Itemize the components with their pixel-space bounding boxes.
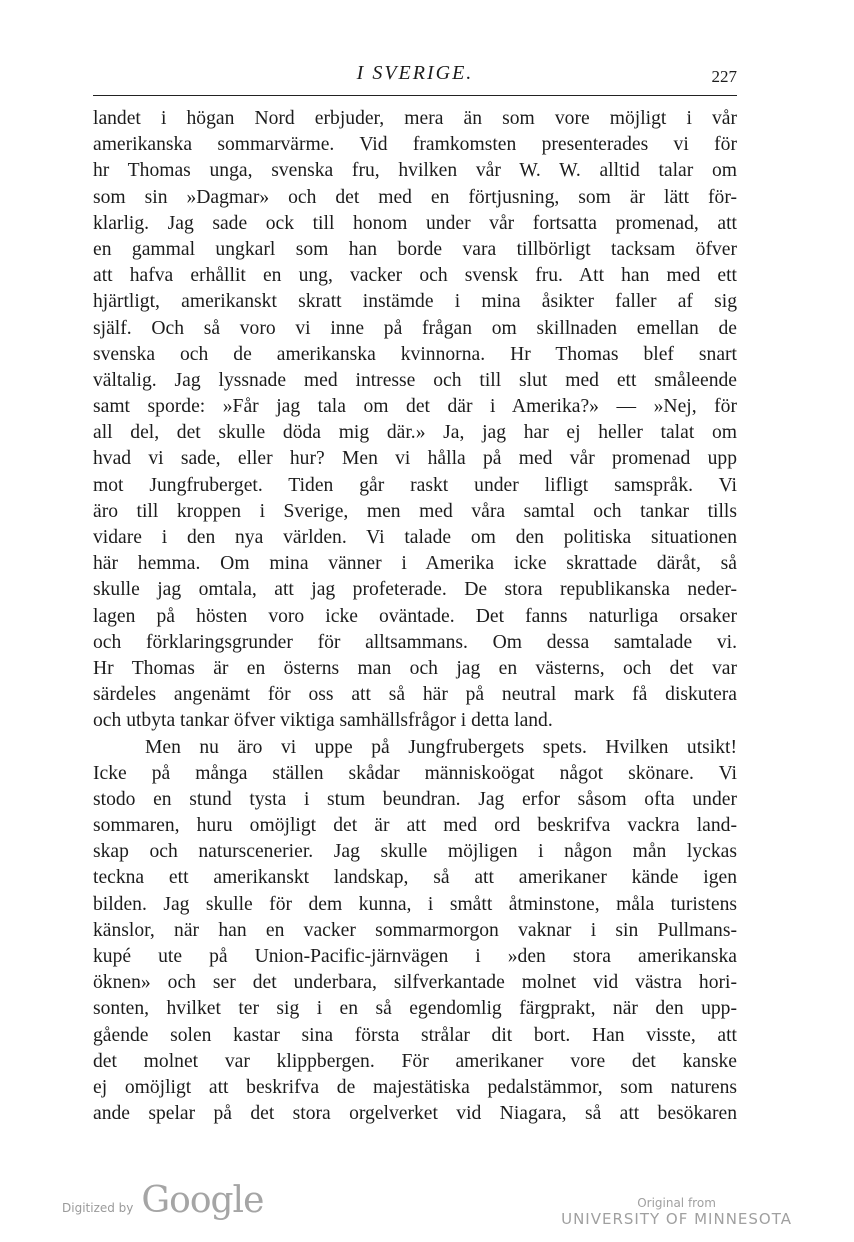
page-number: 227: [711, 67, 737, 86]
text-line: äro till kroppen i Sverige, men med våra samtal och tankar tills: [93, 500, 737, 522]
text-line: Icke på många ställen skådar människoögat något skönare. Vi: [93, 762, 737, 784]
text-line: hjärtligt, amerikanskt skratt instämde i mina åsikter faller af sig: [93, 291, 737, 313]
text-line: vidare i den nya världen. Vi talade om den politiska situationen: [93, 527, 737, 548]
text-line: bilden. Jag skulle för dem kunna, i smått åtminstone, måla turistens: [93, 893, 737, 915]
text-line: mot Jungfruberget. Tiden går raskt under lifligt samspråk. Vi: [93, 474, 737, 496]
text-line: kupé ute på Union-Pacific-järnvägen i »den stora amerikanska: [93, 946, 737, 967]
original-from-text: Original from: [637, 1196, 716, 1210]
text-line: särdeles angenämt för oss att så här på neutral mark få diskutera: [93, 684, 737, 706]
text-line: skap och naturscenerier. Jag skulle möjligen i någon mån lyckas: [93, 841, 737, 863]
text-line: stodo en stund tysta i stum beundran. Jag erfor såsom ofta under: [93, 788, 737, 810]
text-line: känslor, när han en vacker sommarmorgon vaknar i sin Pullmans-: [93, 919, 737, 941]
text-line: Men nu äro vi uppe på Jungfrubergets spets. Hvilken utsikt!: [145, 736, 737, 758]
text-line: en gammal ungkarl som han borde vara tillbörligt tacksam öfver: [93, 238, 737, 260]
digitized-by-text: Digitized by: [62, 1201, 134, 1215]
text-line: vältalig. Jag lyssnade med intresse och till slut med ett småleende: [93, 369, 737, 391]
text-line: lagen på hösten voro icke oväntade. Det fanns naturliga orsaker: [93, 605, 737, 627]
text-line: samt sporde: »Får jag tala om det där i Amerika?» — »Nej, för: [93, 396, 737, 418]
text-line: det molnet var klippbergen. För amerikaner vore det kanske: [93, 1050, 737, 1072]
text-line: klarlig. Jag sade ock till honom under vår fortsatta promenad, att: [93, 212, 737, 234]
text-line: amerikanska sommarvärme. Vid framkomsten presenterades vi för: [93, 134, 737, 156]
text-line: sommaren, huru omöjligt det är att med ord beskrifva vackra land-: [93, 815, 737, 837]
text-line: själf. Och så voro vi inne på frågan om skillnaden emellan de: [93, 317, 737, 339]
text-line: ande spelar på det stora orgelverket vid Niagara, så att besökaren: [93, 1103, 737, 1125]
text-line: att hafva erhållit en ung, vacker och svensk fru. Att han med ett: [93, 265, 737, 287]
text-line: hvad vi sade, eller hur? Men vi hålla på med vår promenad upp: [93, 448, 737, 470]
text-line: som sin »Dagmar» och det med en förtjusning, som är lätt för-: [93, 186, 737, 208]
page-header: [93, 62, 737, 94]
text-line: landet i högan Nord erbjuder, mera än som vore möjligt i vår: [93, 108, 737, 129]
running-title: I SVERIGE.: [356, 62, 474, 84]
institution-name: UNIVERSITY OF MINNESOTA: [561, 1210, 792, 1228]
source-watermark: [561, 1196, 792, 1228]
text-line: och utbyta tankar öfver viktiga samhällsfrågor i detta land.: [93, 710, 553, 732]
text-line: öknen» och ser det underbara, silfverkantade molnet vid västra hori-: [93, 972, 737, 994]
text-line: här hemma. Om mina vänner i Amerika icke skrattade däråt, så: [93, 553, 737, 575]
header-rule: [93, 95, 737, 96]
text-line: ej omöjligt att beskrifva de majestätiska pedalstämmor, som naturens: [93, 1076, 737, 1098]
digitized-by-watermark: [62, 1180, 263, 1221]
text-line: all del, det skulle döda mig där.» Ja, jag har ej heller talat om: [93, 422, 737, 444]
text-line: svenska och de amerikanska kvinnorna. Hr Thomas blef snart: [93, 343, 737, 365]
text-line: sonten, hvilket ter sig i en så egendomlig färgprakt, när den upp-: [93, 998, 737, 1020]
text-line: skulle jag omtala, att jag profeterade. De stora republikanska neder-: [93, 579, 737, 601]
text-line: hr Thomas unga, svenska fru, hvilken vår W. W. alltid talar om: [93, 160, 737, 182]
text-line: gående solen kastar sina första strålar dit bort. Han visste, att: [93, 1024, 737, 1046]
text-line: teckna ett amerikanskt landskap, så att amerikaner kände igen: [93, 867, 737, 889]
google-logo: Google: [141, 1180, 264, 1221]
text-line: Hr Thomas är en österns man och jag en västerns, och det var: [93, 657, 737, 679]
text-line: och förklaringsgrunder för alltsammans. Om dessa samtalade vi.: [93, 631, 737, 653]
body-text: [93, 106, 737, 1127]
